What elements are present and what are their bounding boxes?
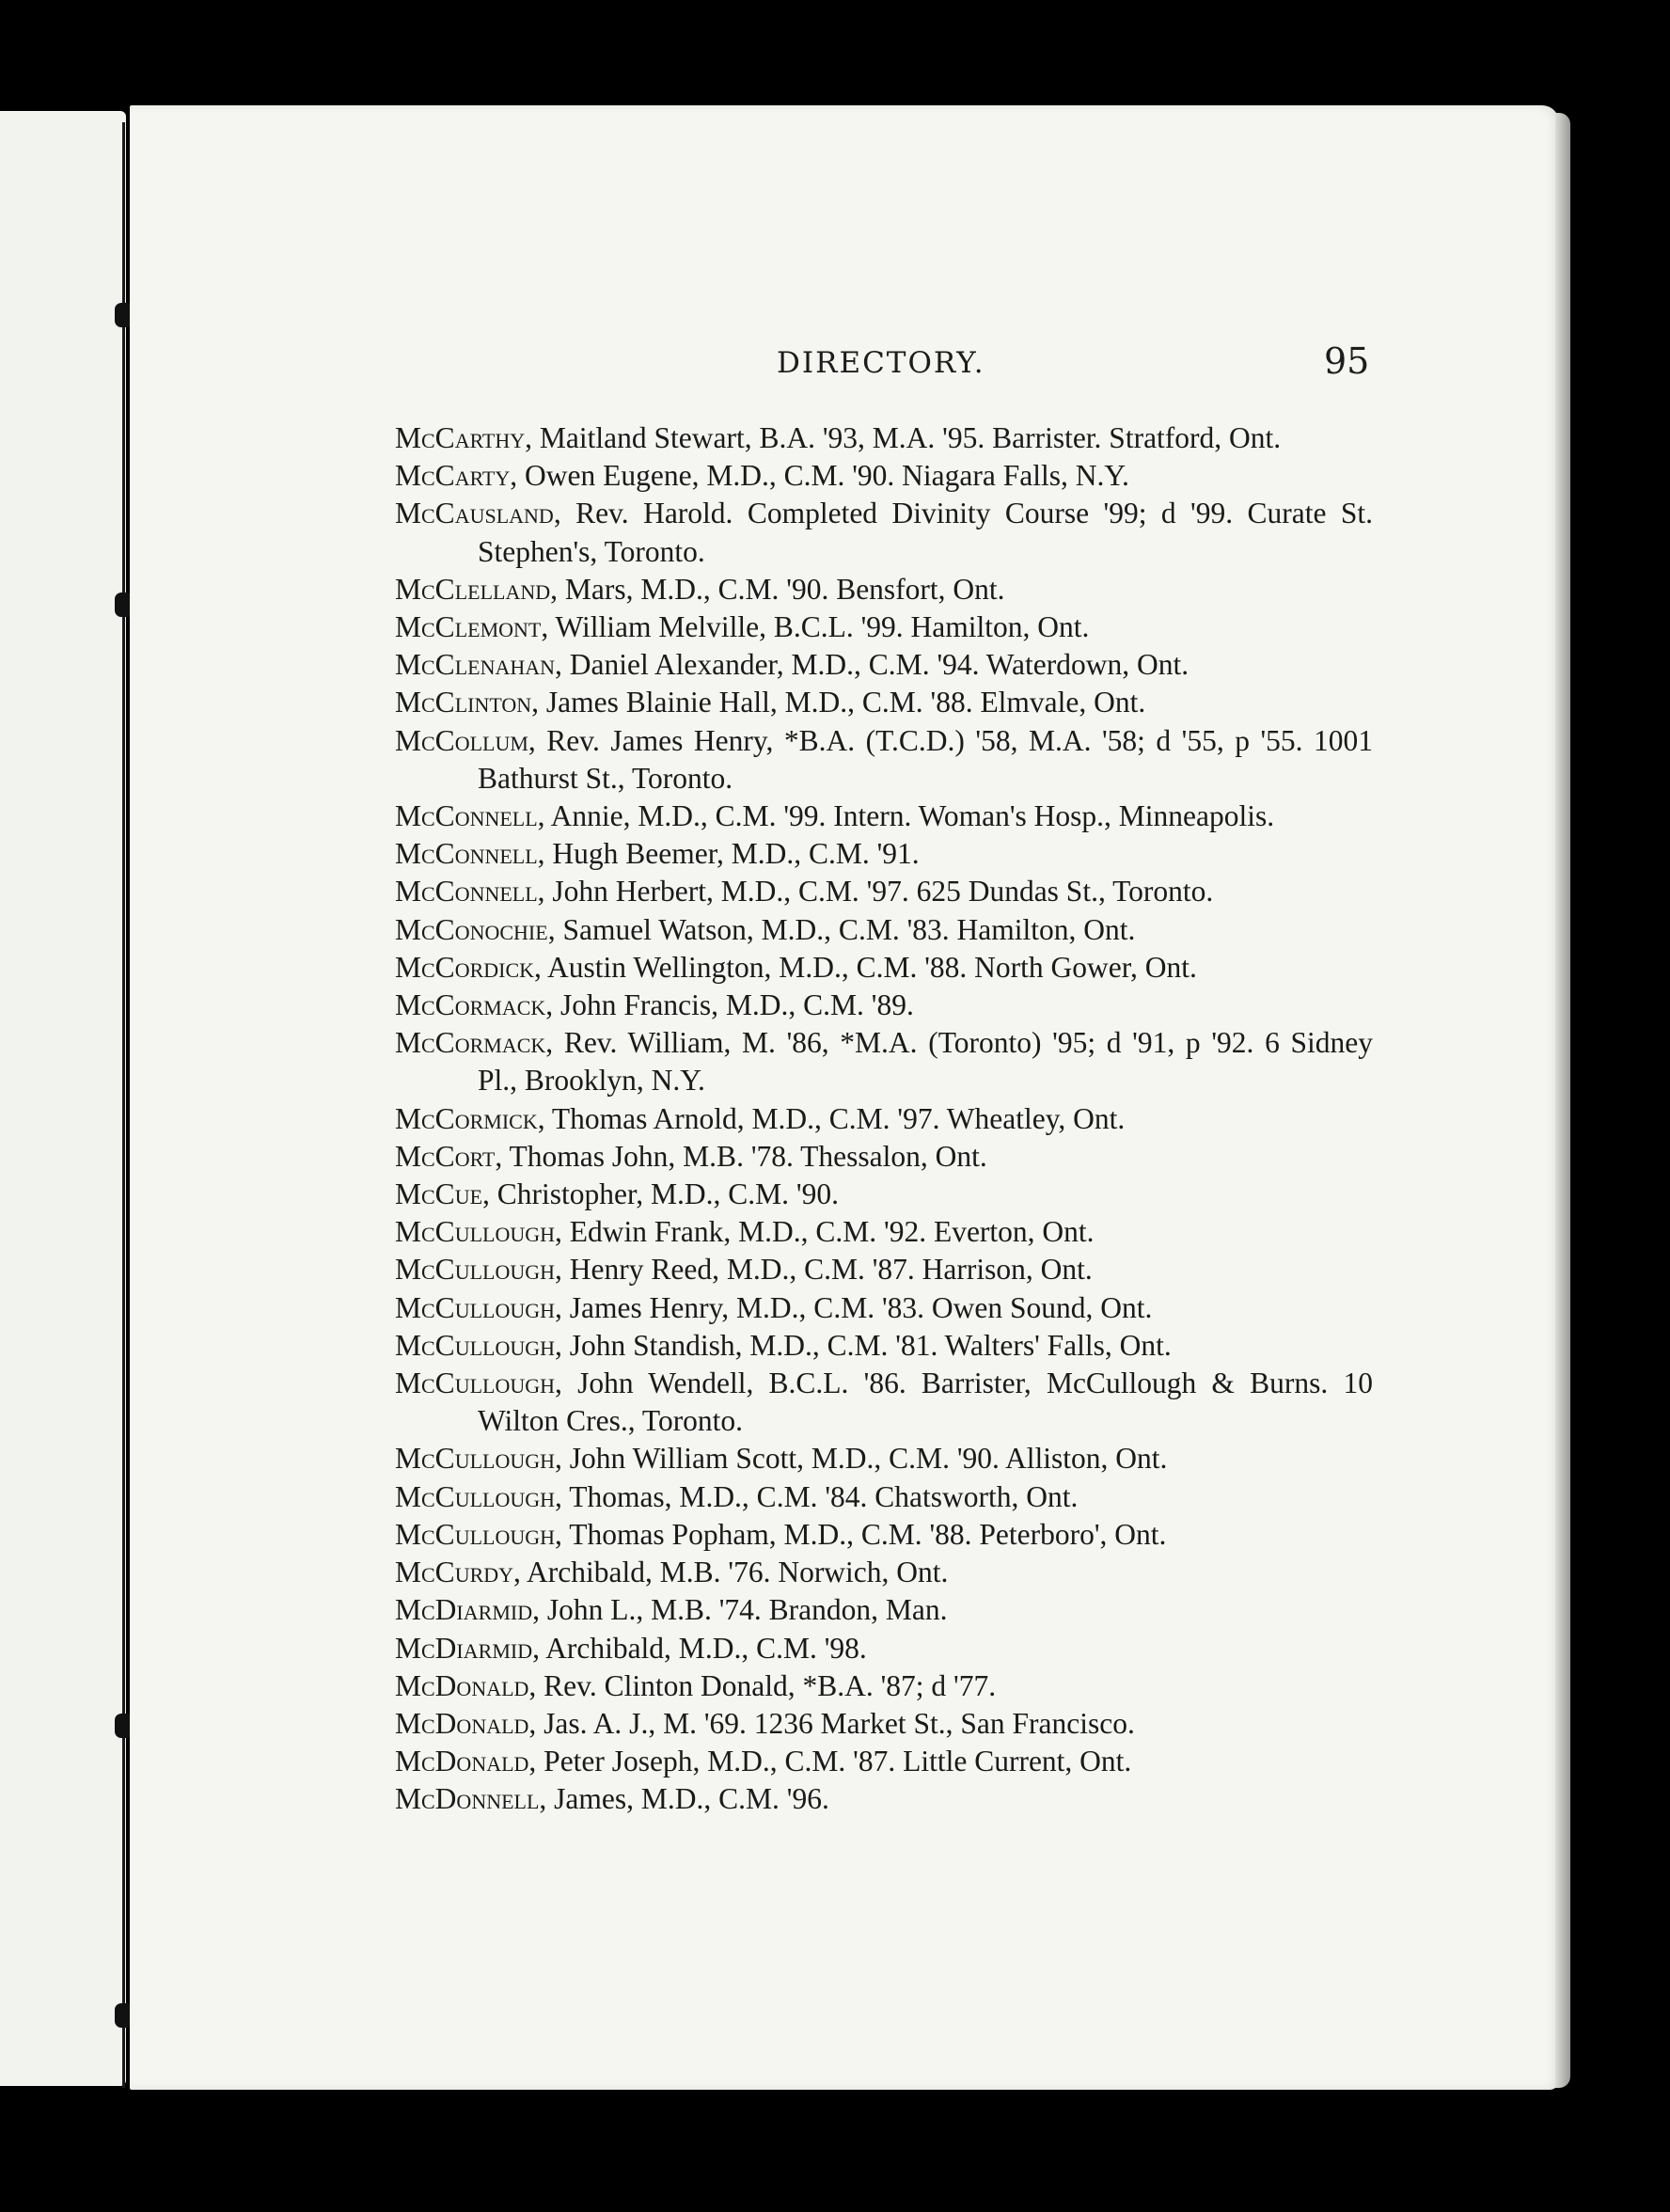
directory-entry	[395, 1516, 1373, 1554]
entry-surname: McDonald	[395, 1706, 529, 1740]
entry-surname: McCordick	[395, 950, 535, 984]
entry-details: , Annie, M.D., C.M. '99. Intern. Woman's Hosp., Minneapolis.	[537, 799, 1275, 833]
entry-surname: McCullough	[395, 1367, 556, 1400]
directory-entry	[395, 949, 1373, 987]
entry-details: , Rev. Harold. Completed Divinity Course '99; d '99. Curate St. Stephen's, Toronto.	[478, 497, 1373, 568]
entry-surname: McConnell	[395, 837, 538, 871]
directory-entry	[395, 1705, 1373, 1743]
entry-details: , Edwin Frank, M.D., C.M. '92. Everton, Ont.	[555, 1215, 1095, 1249]
entry-details: , Thomas Popham, M.D., C.M. '88. Peterboro', Ont.	[555, 1517, 1167, 1551]
directory-entry	[395, 1289, 1373, 1327]
directory-entry	[395, 1213, 1373, 1251]
entry-details: , Hugh Beemer, M.D., C.M. '91.	[537, 837, 920, 871]
entry-details: , James Blainie Hall, M.D., C.M. '88. Elmvale, Ont.	[531, 686, 1146, 719]
entry-details: , Maitland Stewart, B.A. '93, M.A. '95. Barrister. Stratford, Ont.	[525, 421, 1282, 454]
entry-details: , Owen Eugene, M.D., C.M. '90. Niagara Falls, N.Y.	[510, 459, 1129, 493]
directory-entry	[395, 1591, 1373, 1629]
entry-details: , Rev. James Henry, *B.A. (T.C.D.) '58, M.A. '58; d '55, p '55. 1001 Bathurst St., Toronto.	[478, 723, 1373, 795]
entry-details: , James Henry, M.D., C.M. '83. Owen Sound, Ont.	[555, 1290, 1153, 1324]
entry-details: , Peter Joseph, M.D., C.M. '87. Little Current, Ont.	[528, 1745, 1132, 1778]
entry-surname: McCarty	[395, 459, 511, 493]
directory-entry	[395, 987, 1373, 1024]
directory-entry	[395, 1365, 1373, 1440]
entry-surname: McCullough	[395, 1290, 556, 1324]
directory-entry	[395, 1100, 1373, 1138]
binding-gutter	[122, 122, 125, 2088]
directory-entry	[395, 1478, 1373, 1516]
entry-details: , Christopher, M.D., C.M. '90.	[482, 1177, 839, 1211]
entry-surname: McCullough	[395, 1479, 556, 1513]
directory-entry	[395, 608, 1373, 646]
entry-surname: McCullough	[395, 1328, 556, 1362]
directory-entry	[395, 873, 1373, 910]
entry-details: , Samuel Watson, M.D., C.M. '83. Hamilton, Ont.	[547, 912, 1136, 946]
entry-details: , Daniel Alexander, M.D., C.M. '94. Waterdown, Ont.	[555, 648, 1189, 682]
entry-details: , Austin Wellington, M.D., C.M. '88. North Gower, Ont.	[534, 950, 1197, 984]
directory-entry	[395, 1024, 1373, 1099]
entry-surname: McCormack	[395, 988, 546, 1022]
entry-details: , John Wendell, B.C.L. '86. Barrister, McCullough & Burns. 10 Wilton Cres., Toronto.	[478, 1367, 1373, 1438]
entry-surname: McCullough	[395, 1517, 556, 1551]
entry-details: , John William Scott, M.D., C.M. '90. Alliston, Ont.	[555, 1442, 1168, 1476]
directory-entry	[395, 1251, 1373, 1288]
entry-details: , William Melville, B.C.L. '99. Hamilton, Ont.	[541, 610, 1090, 644]
entry-surname: McCue	[395, 1177, 483, 1211]
entry-surname: McCormick	[395, 1101, 538, 1135]
entry-surname: McCort	[395, 1139, 496, 1173]
entry-details: , James, M.D., C.M. '96.	[539, 1782, 829, 1816]
entry-surname: McCullough	[395, 1215, 556, 1249]
directory-entry	[395, 684, 1373, 721]
directory-entry	[395, 1630, 1373, 1667]
directory-entry	[395, 495, 1373, 570]
directory-entry	[395, 798, 1373, 835]
entry-details: , Jas. A. J., M. '69. 1236 Market St., San Francisco.	[528, 1706, 1135, 1740]
entry-surname: McClemont	[395, 610, 542, 644]
entry-surname: McCormack	[395, 1026, 546, 1060]
entry-details: , John Francis, M.D., C.M. '89.	[545, 988, 914, 1022]
directory-entry	[395, 1780, 1373, 1818]
directory-entry	[395, 419, 1373, 457]
directory-entry	[395, 1176, 1373, 1213]
entry-surname: McCausland	[395, 497, 554, 530]
entry-details: , Thomas John, M.B. '78. Thessalon, Ont.	[495, 1139, 987, 1173]
entry-surname: McCullough	[395, 1442, 556, 1476]
directory-entry	[395, 1743, 1373, 1780]
entry-surname: McDiarmid	[395, 1593, 533, 1627]
entry-surname: McDonald	[395, 1745, 529, 1778]
directory-entry	[395, 457, 1373, 495]
entry-details: , John Herbert, M.D., C.M. '97. 625 Dundas St., Toronto.	[537, 875, 1214, 908]
facing-page-edge	[0, 111, 126, 2086]
entry-surname: McConochie	[395, 912, 548, 946]
entry-surname: McConnell	[395, 875, 538, 908]
entry-surname: McCarthy	[395, 421, 526, 454]
directory-entry	[395, 835, 1373, 873]
entry-details: , Archibald, M.B. '76. Norwich, Ont.	[513, 1556, 949, 1589]
page-number: 95	[1324, 340, 1370, 382]
directory-entry	[395, 1327, 1373, 1365]
directory-entry	[395, 571, 1373, 608]
directory-entry	[395, 1138, 1373, 1176]
entry-surname: McDonald	[395, 1668, 529, 1702]
entry-surname: McClinton	[395, 686, 532, 719]
entry-details: , John Standish, M.D., C.M. '81. Walters' Falls, Ont.	[555, 1328, 1172, 1362]
running-header: DIRECTORY.	[777, 346, 985, 380]
directory-entry	[395, 1440, 1373, 1477]
entry-details: , John L., M.B. '74. Brandon, Man.	[532, 1593, 948, 1627]
entry-surname: McCurdy	[395, 1556, 514, 1589]
entry-details: , Thomas, M.D., C.M. '84. Chatsworth, Ont.	[555, 1479, 1079, 1513]
entry-surname: McClenahan	[395, 648, 556, 682]
entry-details: , Henry Reed, M.D., C.M. '87. Harrison, Ont.	[555, 1253, 1093, 1287]
directory-entry	[395, 722, 1373, 798]
entry-surname: McDiarmid	[395, 1631, 533, 1665]
entry-details: , Archibald, M.D., C.M. '98.	[532, 1631, 867, 1665]
entry-surname: McDonnell	[395, 1782, 540, 1816]
page-edge-shadow	[1555, 113, 1570, 2088]
directory-entry	[395, 1554, 1373, 1591]
entry-surname: McCollum	[395, 723, 528, 757]
entry-surname: McClelland	[395, 572, 551, 606]
entry-surname: McCullough	[395, 1253, 556, 1287]
entry-surname: McConnell	[395, 799, 538, 833]
directory-entry	[395, 1667, 1373, 1705]
directory-entries	[395, 419, 1373, 1819]
entry-details: , Rev. William, M. '86, *M.A. (Toronto) '95; d '91, p '92. 6 Sidney Pl., Brooklyn, N.Y.	[478, 1026, 1373, 1098]
entry-details: , Rev. Clinton Donald, *B.A. '87; d '77.	[528, 1668, 997, 1702]
directory-entry	[395, 911, 1373, 949]
entry-details: , Thomas Arnold, M.D., C.M. '97. Wheatley, Ont.	[537, 1101, 1126, 1135]
directory-entry	[395, 646, 1373, 684]
entry-details: , Mars, M.D., C.M. '90. Bensfort, Ont.	[550, 572, 1005, 606]
